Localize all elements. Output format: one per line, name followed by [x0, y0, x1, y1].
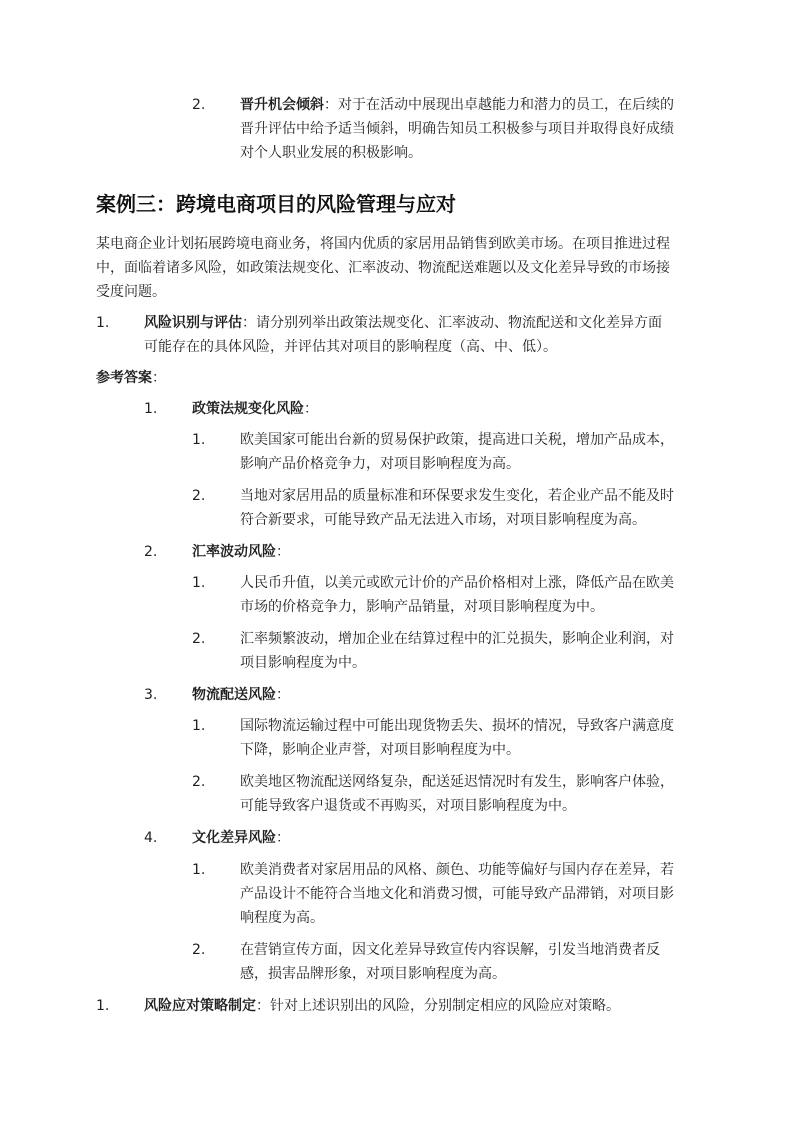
list-item-title: 晋升机会倾斜 [240, 97, 324, 113]
sub-item-line: 当地对家居用品的质量标准和环保要求发生变化，若企业产品不能及时 [240, 488, 674, 504]
sub-item-line: 响程度为高。 [240, 910, 324, 926]
sub-item-line: 汇率频繁波动，增加企业在结算过程中的汇兑损失，影响企业利润，对 [240, 631, 674, 647]
section-title: 文化差异风险： [192, 830, 290, 846]
list-item-text: ：对于在活动中展现出卓越能力和潜力的员工，在后续的 [324, 97, 674, 113]
sub-item-line: 欧美消费者对家居用品的风格、颜色、功能等偏好与国内存在差异，若 [240, 862, 674, 878]
sub-item-line: 可能导致客户退货或不再购买，对项目影响程度为中。 [240, 798, 576, 814]
list-item-line [240, 93, 674, 117]
sub-item-line: 国际物流运输过程中可能出现货物丢失、损坏的情况，导致客户满意度 [240, 718, 674, 734]
intro-line: 中，面临着诸多风险，如政策法规变化、汇率波动、物流配送难题以及文化差异导致的市场接 [96, 260, 670, 276]
sub-item-number: 1. [192, 718, 206, 734]
sub-item-line: 产品设计不能符合当地文化和消费习惯，可能导致产品滞销，对项目影 [240, 886, 674, 902]
sub-item-number: 1. [192, 575, 206, 591]
sub-item-line: 欧美地区物流配送网络复杂，配送延迟情况时有发生，影响客户体验， [240, 774, 674, 790]
list-item-line: 对个人职业发展的积极影响。 [240, 145, 422, 161]
sub-item-line: 欧美国家可能出台新的贸易保护政策，提高进口关税，增加产品成本， [240, 432, 674, 448]
section-title: 物流配送风险： [192, 687, 290, 703]
sub-item-number: 2. [192, 774, 206, 790]
answer-label: 参考答案： [96, 370, 166, 386]
question-number: 1. [96, 315, 110, 331]
sub-item-line: 项目影响程度为中。 [240, 655, 366, 671]
sub-item-line: 下降，影响企业声誉，对项目影响程度为中。 [240, 742, 520, 758]
section-title: 汇率波动风险： [192, 544, 290, 560]
sub-item-number: 2. [192, 942, 206, 958]
section-title: 政策法规变化风险： [192, 401, 318, 417]
question-title: 风险识别与评估 [144, 315, 242, 331]
section-number: 2. [144, 544, 158, 560]
list-item-line: 晋升评估中给予适当倾斜，明确告知员工积极参与项目并取得良好成绩 [240, 121, 674, 137]
sub-item-line: 感，损害品牌形象，对项目影响程度为高。 [240, 966, 506, 982]
sub-item-line: 在营销宣传方面，因文化差异导致宣传内容误解，引发当地消费者反 [240, 942, 660, 958]
sub-item-number: 1. [192, 862, 206, 878]
sub-item-line: 市场的价格竞争力，影响产品销量，对项目影响程度为中。 [240, 599, 604, 615]
section-number: 3. [144, 687, 158, 703]
sub-item-number: 1. [192, 432, 206, 448]
sub-item-line: 人民币升值，以美元或欧元计价的产品价格相对上涨，降低产品在欧美 [240, 575, 674, 591]
list-number: 2. [192, 97, 206, 113]
sub-item-line: 影响产品价格竞争力，对项目影响程度为高。 [240, 456, 520, 472]
question-line [144, 311, 662, 335]
intro-line: 受度问题。 [96, 284, 166, 300]
sub-item-number: 2. [192, 488, 206, 504]
question-line [144, 994, 620, 1018]
sub-item-line: 符合新要求，可能导致产品无法进入市场，对项目影响程度为高。 [240, 512, 646, 528]
question-title: 风险应对策略制定 [144, 998, 256, 1014]
section-number: 1. [144, 401, 158, 417]
question-text: ：针对上述识别出的风险，分别制定相应的风险应对策略。 [256, 998, 620, 1014]
section-heading: 案例三：跨境电商项目的风险管理与应对 [96, 192, 456, 216]
intro-line: 某电商企业计划拓展跨境电商业务，将国内优质的家居用品销售到欧美市场。在项目推进过程 [96, 236, 670, 252]
question-number: 1. [96, 998, 110, 1014]
sub-item-number: 2. [192, 631, 206, 647]
section-number: 4. [144, 830, 158, 846]
question-text: ：请分别列举出政策法规变化、汇率波动、物流配送和文化差异方面 [242, 315, 662, 331]
question-line: 可能存在的具体风险，并评估其对项目的影响程度（高、中、低）。 [144, 339, 557, 355]
